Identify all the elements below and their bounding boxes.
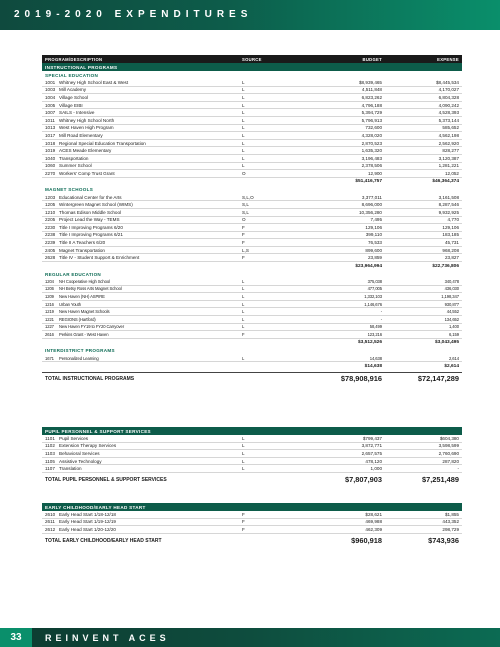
total-budget: $7,807,903 (345, 475, 382, 485)
row-expense: 930,877 (444, 301, 459, 307)
row-description: Educational Center for the Arts (59, 194, 122, 200)
row-description: Regional Special Education Transportation (59, 140, 146, 146)
total-budget: $78,908,916 (340, 374, 382, 384)
row-budget: 23,859 (367, 255, 382, 261)
row-budget: 5,394,729 (361, 110, 382, 116)
row-budget: 4,511,848 (361, 87, 382, 93)
subtotal-expense: $22,736,806 (432, 263, 459, 269)
row-description: Extension Therapy Services (59, 443, 117, 449)
instructional-table (42, 55, 462, 384)
row-description: Assistive Technology (59, 458, 102, 464)
row-budget: $8,939,465 (359, 79, 382, 85)
row-budget: 3,872,771 (361, 443, 382, 449)
row-code: 1105 (45, 458, 55, 464)
row-code: 1219 (45, 309, 54, 315)
row-budget: 14,638 (369, 355, 382, 361)
row-expense: 3,120,387 (438, 155, 459, 161)
row-description: Thomas Edison Middle School (59, 209, 122, 215)
row-budget: 10,356,280 (359, 209, 382, 215)
row-code: 1101 (45, 435, 55, 441)
row-expense: 585,652 (442, 125, 459, 131)
row-code: 1206 (45, 286, 54, 292)
table-row (42, 278, 462, 286)
row-code: 1001 (45, 79, 56, 85)
row-expense: 436,030 (444, 286, 459, 292)
row-description: Transportation (59, 155, 89, 161)
row-budget: 2,870,523 (361, 140, 382, 146)
table-row (42, 519, 462, 527)
total-label: TOTAL PUPIL PERSONNEL & SUPPORT SERVICES (45, 476, 167, 483)
total-label: TOTAL INSTRUCTIONAL PROGRAMS (45, 375, 135, 382)
row-expense: 3,161,508 (438, 194, 459, 200)
table-row (42, 316, 462, 324)
row-code: 1203 (45, 194, 56, 200)
subtotal-budget: $23,964,994 (355, 263, 382, 269)
row-description: Title I Improving Programs 6/20 (59, 224, 123, 230)
table-row (42, 201, 462, 209)
subtotal-row (42, 362, 462, 370)
pupil-rows (42, 435, 462, 473)
row-description: Wintergreen Magnet School (WIMS) (59, 202, 133, 208)
row-expense: 134,652 (444, 316, 459, 322)
row-source: L (242, 94, 245, 100)
total-expense: $7,251,489 (422, 475, 459, 485)
row-code: 1007 (45, 110, 56, 116)
row-source: L,S (242, 247, 249, 253)
row-source: L (242, 355, 245, 361)
page-title: 2019-2020 EXPENDITURES (14, 9, 253, 20)
row-budget: 375,038 (367, 278, 382, 284)
row-expense: 4,528,393 (438, 110, 459, 116)
column-program: PROGRAM/DESCRIPTION (45, 56, 103, 62)
subtotal-budget: $3,512,526 (357, 340, 382, 346)
row-code: 2610 (45, 511, 56, 517)
row-description: Village School (59, 94, 89, 100)
subtotal-expense: $2,614 (444, 363, 459, 369)
row-budget: $28,621 (365, 511, 382, 517)
row-code: 1210 (45, 209, 56, 215)
row-code: 1216 (45, 301, 54, 307)
interdistrict-rows (42, 355, 462, 363)
row-source: L (242, 110, 245, 116)
table-row (42, 443, 462, 451)
row-expense: 2,760,690 (438, 450, 459, 456)
row-source: L (242, 301, 245, 307)
row-budget: 478,120 (365, 458, 382, 464)
row-expense: 828,277 (442, 148, 459, 154)
row-expense: 4,170,027 (438, 87, 459, 93)
row-source: L (242, 278, 245, 284)
column-source: SOURCE (242, 56, 262, 62)
row-budget: 5,796,913 (361, 117, 382, 123)
subsection-header-regular: REGULAR EDUCATION (45, 271, 102, 277)
table-row (42, 163, 462, 171)
row-expense: 4,770 (447, 217, 459, 223)
row-code: 1209 (45, 294, 54, 300)
table-row (42, 450, 462, 458)
row-description: Mill Road Elementary (59, 132, 103, 138)
total-row (42, 372, 462, 384)
row-code: 2628 (45, 255, 56, 261)
row-source: L (242, 443, 245, 449)
row-budget: $799,437 (362, 435, 382, 441)
row-source: L (242, 132, 245, 138)
total-expense: $72,147,289 (417, 374, 459, 384)
special-education-rows (42, 79, 462, 178)
row-expense: 4,562,198 (438, 132, 459, 138)
table-row (42, 293, 462, 301)
table-row (42, 331, 462, 339)
table-row (42, 324, 462, 332)
row-source: L (242, 87, 245, 93)
row-source: L (242, 148, 245, 154)
table-row (42, 94, 462, 102)
table-row (42, 209, 462, 217)
row-expense: 1,198,347 (441, 294, 459, 300)
row-expense: 129,106 (442, 224, 459, 230)
row-budget: 58,499 (369, 324, 382, 330)
row-budget: 7,495 (370, 217, 382, 223)
row-code: 1013 (45, 125, 56, 131)
row-source: L (242, 79, 245, 85)
footer-text: REINVENT ACES (45, 633, 170, 643)
row-expense: - (457, 466, 459, 472)
row-source: L (242, 102, 245, 108)
table-row (42, 217, 462, 225)
row-code: 1018 (45, 140, 56, 146)
row-expense: 183,185 (442, 232, 459, 238)
row-source: L (242, 294, 245, 300)
row-budget: 399,110 (365, 232, 382, 238)
row-expense: 340,478 (444, 278, 459, 284)
table-row (42, 239, 462, 247)
magnet-rows (42, 194, 462, 262)
column-header-row (42, 55, 462, 63)
column-expense: EXPENSE (437, 56, 459, 62)
table-row (42, 109, 462, 117)
table-row (42, 232, 462, 240)
section-header-early-childhood: EARLY CHILDHOOD/EARLY HEAD START (42, 503, 462, 511)
table-row (42, 117, 462, 125)
row-budget: 1,146,676 (364, 301, 382, 307)
row-expense: 9,932,925 (438, 209, 459, 215)
row-source: L (242, 125, 245, 131)
table-row (42, 465, 462, 473)
row-code: 1671 (45, 355, 54, 361)
row-code: 1004 (45, 94, 56, 100)
row-description: New Haven (NH) ASPIRE (59, 294, 105, 300)
row-source: F (242, 232, 245, 238)
row-expense: 968,208 (442, 247, 459, 253)
row-expense: 3,598,599 (438, 443, 459, 449)
row-expense: 12,052 (444, 170, 459, 176)
row-source: L (242, 117, 245, 123)
total-row (42, 534, 462, 548)
row-code: 2230 (45, 224, 56, 230)
row-expense: $8,445,534 (436, 79, 459, 85)
row-code: 1017 (45, 132, 56, 138)
table-row (42, 254, 462, 262)
row-expense: 23,827 (444, 255, 459, 261)
subtotal-row (42, 262, 462, 270)
row-code: 2611 (45, 519, 55, 525)
row-budget: 6,823,262 (361, 94, 382, 100)
row-code: 2238 (45, 232, 56, 238)
row-source: L (242, 450, 245, 456)
row-expense: 2,614 (449, 355, 459, 361)
row-source: L (242, 316, 245, 322)
row-code: 1019 (45, 148, 56, 154)
header-band (0, 0, 500, 30)
row-code: 1040 (45, 155, 56, 161)
row-description: Whitney High School East & West (59, 79, 129, 85)
row-code: 2205 (45, 217, 56, 223)
row-source: L (242, 286, 245, 292)
table-row (42, 102, 462, 110)
row-code: 1103 (45, 450, 55, 456)
row-expense: 44,552 (446, 309, 459, 315)
subtotal-expense: $46,364,374 (432, 179, 459, 185)
total-row (42, 473, 462, 487)
row-code: 2612 (45, 526, 56, 532)
row-budget: 76,533 (367, 240, 382, 246)
subsection-header-interdistrict: INTERDISTRICT PROGRAMS (45, 348, 115, 354)
row-description: New Haven FY19 to FY20 Carryover (59, 324, 124, 330)
row-source: S,L (242, 209, 249, 215)
row-expense: 287,820 (442, 458, 459, 464)
row-description: Pupil Services (59, 435, 89, 441)
row-description: New Haven Magnet Schools (59, 309, 110, 315)
row-expense: $604,380 (439, 435, 459, 441)
row-expense: 5,373,144 (438, 117, 459, 123)
row-source: F (242, 332, 245, 338)
row-budget: 123,216 (367, 332, 382, 338)
row-expense: 8,287,546 (438, 202, 459, 208)
row-budget: 732,600 (365, 125, 382, 131)
row-source: O (242, 170, 246, 176)
row-description: Title IV - Student Support & Enrichment (59, 255, 140, 261)
row-budget: - (380, 309, 382, 315)
row-code: 1205 (45, 202, 56, 208)
row-source: F (242, 519, 245, 525)
table-row (42, 147, 462, 155)
total-budget: $960,918 (351, 536, 382, 546)
row-description: Early Head Start 1/19-12/19 (59, 519, 116, 525)
subsection-header-special-education: SPECIAL EDUCATION (45, 72, 99, 78)
row-code: 1005 (45, 102, 56, 108)
table-row (42, 286, 462, 294)
early-childhood-table (42, 503, 462, 548)
section-header-instructional: INSTRUCTIONAL PROGRAMS (42, 63, 462, 71)
table-row (42, 79, 462, 87)
table-row (42, 458, 462, 466)
table-row (42, 224, 462, 232)
row-expense: 6,804,328 (438, 94, 459, 100)
subtotal-budget: $51,416,757 (355, 179, 382, 185)
table-row (42, 194, 462, 202)
row-source: S,L (242, 202, 249, 208)
row-source: O (242, 217, 246, 223)
row-source: F (242, 511, 245, 517)
column-budget: BUDGET (362, 56, 382, 62)
row-expense: 1,400 (449, 324, 459, 330)
table-row (42, 511, 462, 519)
row-code: 1227 (45, 324, 54, 330)
row-description: Village EIBI (59, 102, 83, 108)
row-source: L (242, 163, 245, 169)
subtotal-budget: $14,638 (364, 363, 382, 369)
row-description: West Haven High Program (59, 125, 114, 131)
row-expense: 45,731 (444, 240, 459, 246)
row-code: 2239 (45, 240, 56, 246)
row-source: F (242, 224, 245, 230)
row-budget: 462,309 (365, 526, 382, 532)
table-row (42, 155, 462, 163)
footer-band (0, 628, 500, 647)
row-description: Magnet Transportation (59, 247, 105, 253)
row-expense: $1,855 (444, 511, 459, 517)
row-budget: 477,005 (367, 286, 382, 292)
row-code: 1204 (45, 278, 54, 284)
row-code: 1107 (45, 466, 55, 472)
row-code: 2270 (45, 170, 56, 176)
total-label: TOTAL EARLY CHILDHOOD/EARLY HEAD START (45, 537, 162, 544)
row-description: Workers' Comp Trust Grant (59, 170, 115, 176)
subtotal-row (42, 339, 462, 347)
row-description: Title I Improving Programs 6/21 (59, 232, 123, 238)
row-budget: 8,696,000 (361, 202, 382, 208)
row-source: L (242, 466, 245, 472)
row-budget: 469,988 (365, 519, 382, 525)
table-row (42, 132, 462, 140)
row-budget: 899,600 (365, 247, 382, 253)
row-description: Project Lead the Way - TEMS (59, 217, 120, 223)
row-source: L (242, 155, 245, 161)
row-budget: 12,900 (367, 170, 382, 176)
row-description: NH Cooperative High School (59, 278, 110, 284)
row-budget: 3,196,483 (361, 155, 382, 161)
row-budget: 4,796,188 (361, 102, 382, 108)
row-source: F (242, 526, 245, 532)
row-description: Whitney High School North (59, 117, 115, 123)
row-expense: 4,090,242 (438, 102, 459, 108)
row-budget: 1,000 (370, 466, 382, 472)
row-code: 1221 (45, 316, 54, 322)
early-childhood-rows (42, 511, 462, 534)
section-header-pupil-personnel: PUPIL PERSONNEL & SUPPORT SERVICES (42, 427, 462, 435)
row-description: Early Head Start 1/18-12/18 (59, 511, 116, 517)
table-row (42, 355, 462, 363)
row-expense: 2,562,920 (438, 140, 459, 146)
row-description: Mill Academy (59, 87, 87, 93)
row-expense: 443,352 (442, 519, 459, 525)
row-budget: 129,106 (365, 224, 382, 230)
row-description: ACES Meade Elementary (59, 148, 112, 154)
row-code: 1060 (45, 163, 56, 169)
row-budget: - (380, 316, 382, 322)
row-source: F (242, 255, 245, 261)
table-row (42, 301, 462, 309)
table-row (42, 87, 462, 95)
table-row (42, 308, 462, 316)
row-code: 2616 (45, 332, 54, 338)
row-expense: 1,281,221 (438, 163, 459, 169)
row-budget: 4,328,020 (361, 132, 382, 138)
row-description: Urban Youth (59, 301, 81, 307)
row-budget: 1,332,103 (364, 294, 382, 300)
row-description: Perkins Grant - West Haven (59, 332, 109, 338)
table-row (42, 125, 462, 133)
subsection-header-magnet: MAGNET SCHOOLS (45, 187, 94, 193)
row-description: Behavioral Services (59, 450, 100, 456)
row-description: Title II A Teachers 6/20 (59, 240, 106, 246)
row-description: Personalized Learning (59, 355, 99, 361)
table-row (42, 435, 462, 443)
table-row (42, 140, 462, 148)
row-description: NH Betsy Ross Arts Magnet School (59, 286, 122, 292)
row-source: L (242, 435, 245, 441)
row-budget: 2,657,575 (361, 450, 382, 456)
table-row (42, 526, 462, 534)
total-expense: $743,936 (428, 536, 459, 546)
row-description: Summer School (59, 163, 92, 169)
row-source: S,L,O (242, 194, 254, 200)
subtotal-expense: $3,043,495 (434, 340, 459, 346)
row-code: 1003 (45, 87, 56, 93)
regular-rows (42, 278, 462, 339)
row-budget: 1,635,320 (361, 148, 382, 154)
row-code: 1011 (45, 117, 55, 123)
row-source: L (242, 458, 245, 464)
row-description: Early Head Start 1/20-12/20 (59, 526, 116, 532)
row-expense: 298,729 (442, 526, 459, 532)
row-source: F (242, 240, 245, 246)
row-description: SAILS - Intensive (59, 110, 95, 116)
row-source: L (242, 309, 245, 315)
table-row (42, 247, 462, 255)
table-row (42, 170, 462, 178)
row-budget: 3,377,011 (361, 194, 382, 200)
row-budget: 2,378,506 (361, 163, 382, 169)
row-code: 2405 (45, 247, 56, 253)
pupil-personnel-table (42, 427, 462, 487)
page-number: 33 (0, 628, 32, 647)
row-description: REGIONS (Hartford) (59, 316, 96, 322)
subtotal-row (42, 178, 462, 186)
row-source: L (242, 140, 245, 146)
row-description: Translation (59, 466, 82, 472)
row-source: L (242, 324, 245, 330)
row-expense: 6,159 (449, 332, 459, 338)
row-code: 1102 (45, 443, 55, 449)
